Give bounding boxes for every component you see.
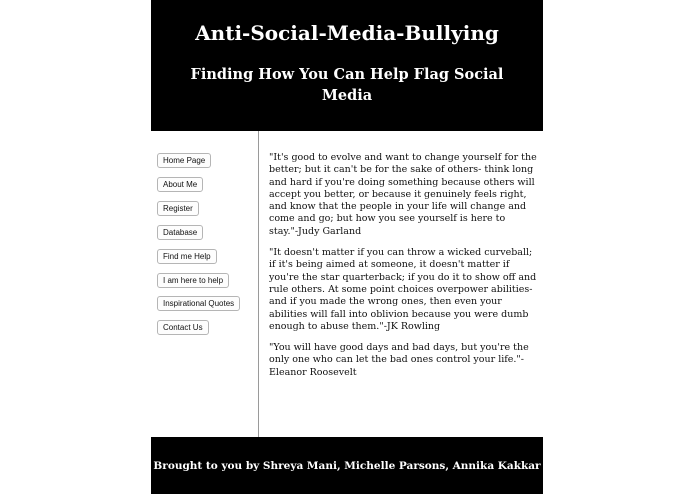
quotes-content xyxy=(269,152,537,388)
nav-inspirational-quotes-button[interactable]: Inspirational Quotes xyxy=(157,296,240,311)
page-container xyxy=(151,0,543,494)
sidebar-nav xyxy=(151,131,259,437)
nav-database-button[interactable]: Database xyxy=(157,225,203,240)
quote-jk-rowling: "It doesn't matter if you can throw a wicked curveball; if it's being aimed at someone, it doesn't matter if you're the star quarterback; if you do it to show off and rule others. At some point choices overpower abilities- and if you made the wrong ones, then even your abilities will fall into oblivion because you were dumb enough to abuse them."-JK Rowling xyxy=(269,247,537,332)
site-subtitle: Finding How You Can Help Flag Social Media xyxy=(190,66,504,104)
nav-contact-us-button[interactable]: Contact Us xyxy=(157,320,209,335)
site-header xyxy=(151,0,543,131)
nav-register-button[interactable]: Register xyxy=(157,201,199,216)
nav-about-me-button[interactable]: About Me xyxy=(157,177,203,192)
quote-judy-garland: "It's good to evolve and want to change yourself for the better; but it can't be for the sake of others- think long and hard if you're doing something because others will accept you better, or because it genuinely feels right, and know that the people in your life will change and come and go; but how you see yourself is here to stay."-Judy Garland xyxy=(269,152,537,237)
nav-home-page-button[interactable]: Home Page xyxy=(157,153,211,168)
nav-find-me-help-button[interactable]: Find me Help xyxy=(157,249,217,264)
nav-here-to-help-button[interactable]: I am here to help xyxy=(157,273,229,288)
quote-eleanor-roosevelt: "You will have good days and bad days, but you're the only one who can let the bad ones control your life."-Eleanor Roosevelt xyxy=(269,342,529,378)
site-footer xyxy=(151,437,543,494)
site-title: Anti-Social-Media-Bullying xyxy=(195,21,499,45)
footer-credit: Brought to you by Shreya Mani, Michelle Parsons, Annika Kakkar xyxy=(153,460,541,472)
